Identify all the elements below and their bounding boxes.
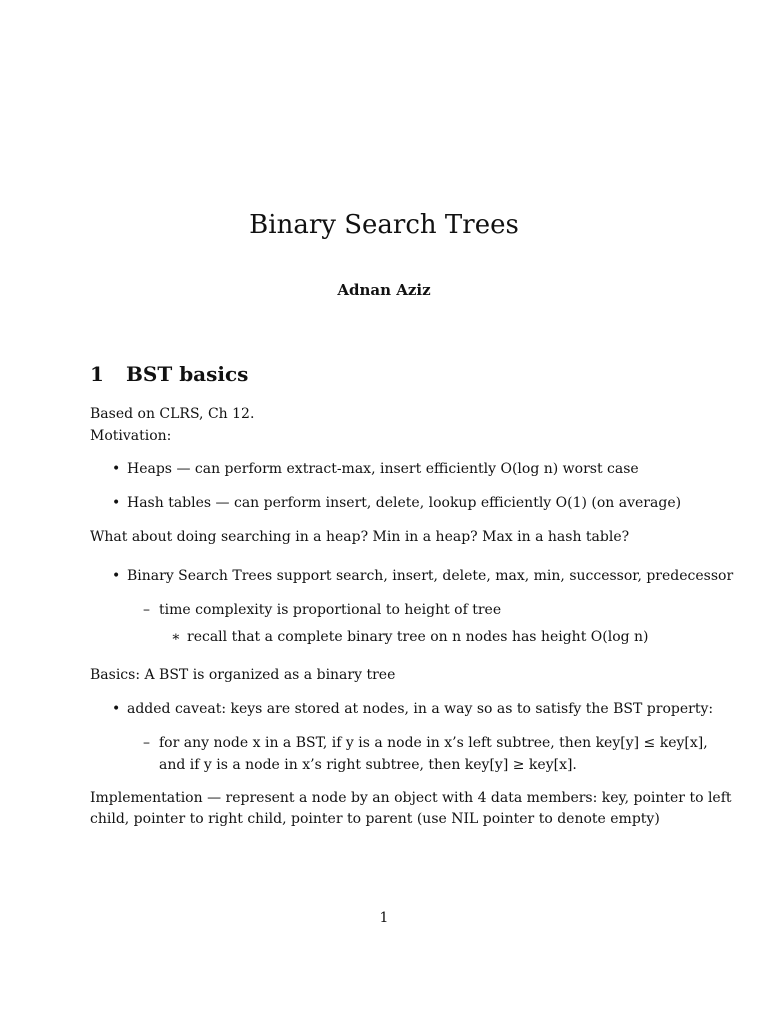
bullet-heaps: Heaps — can perform extract-max, insert efficiently O(log n) worst case: [127, 461, 639, 477]
author-name: Adnan Aziz: [337, 281, 431, 299]
bullet-caveat: added caveat: keys are stored at nodes, in a way so as to satisfy the BST property:: [127, 701, 714, 717]
bullet-marker: •: [112, 495, 121, 511]
section-title: BST basics: [126, 362, 249, 386]
dash-marker: –: [143, 735, 150, 751]
basics-paragraph: Basics: A BST is organized as a binary tree: [90, 667, 396, 683]
bullet-hash-tables: Hash tables — can perform insert, delete, lookup efficiently O(1) (on average): [127, 495, 682, 511]
section-heading: [90, 362, 248, 386]
bullet-marker: •: [112, 461, 121, 477]
bullet-marker: •: [112, 701, 121, 717]
subsub-item-complete-tree: recall that a complete binary tree on n nodes has height O(log n): [187, 629, 649, 645]
intro-line-1: Based on CLRS, Ch 12.: [90, 406, 255, 422]
dash-marker: –: [143, 602, 150, 618]
star-marker: ∗: [171, 629, 181, 645]
sub-item-time-complexity: time complexity is proportional to height of tree: [159, 602, 502, 618]
sub-item-bst-property-line-1: for any node x in a BST, if y is a node in x’s left subtree, then key[y] ≤ key[x],: [159, 735, 708, 751]
sub-item-bst-property-line-2: and if y is a node in x’s right subtree, then key[y] ≥ key[x].: [159, 757, 577, 773]
bullet-bst-operations: Binary Search Trees support search, insert, delete, max, min, successor, predecessor: [127, 568, 734, 584]
section-number: 1: [90, 362, 104, 386]
implementation-paragraph-line-2: child, pointer to right child, pointer to parent (use NIL pointer to denote empty): [90, 811, 660, 827]
document-title: Binary Search Trees: [249, 210, 519, 240]
question-paragraph: What about doing searching in a heap? Min in a heap? Max in a hash table?: [90, 529, 630, 545]
bullet-marker: •: [112, 568, 121, 584]
implementation-paragraph-line-1: Implementation — represent a node by an object with 4 data members: key, pointer to left: [90, 790, 732, 806]
intro-line-2: Motivation:: [90, 428, 172, 444]
page-number: 1: [379, 910, 389, 926]
